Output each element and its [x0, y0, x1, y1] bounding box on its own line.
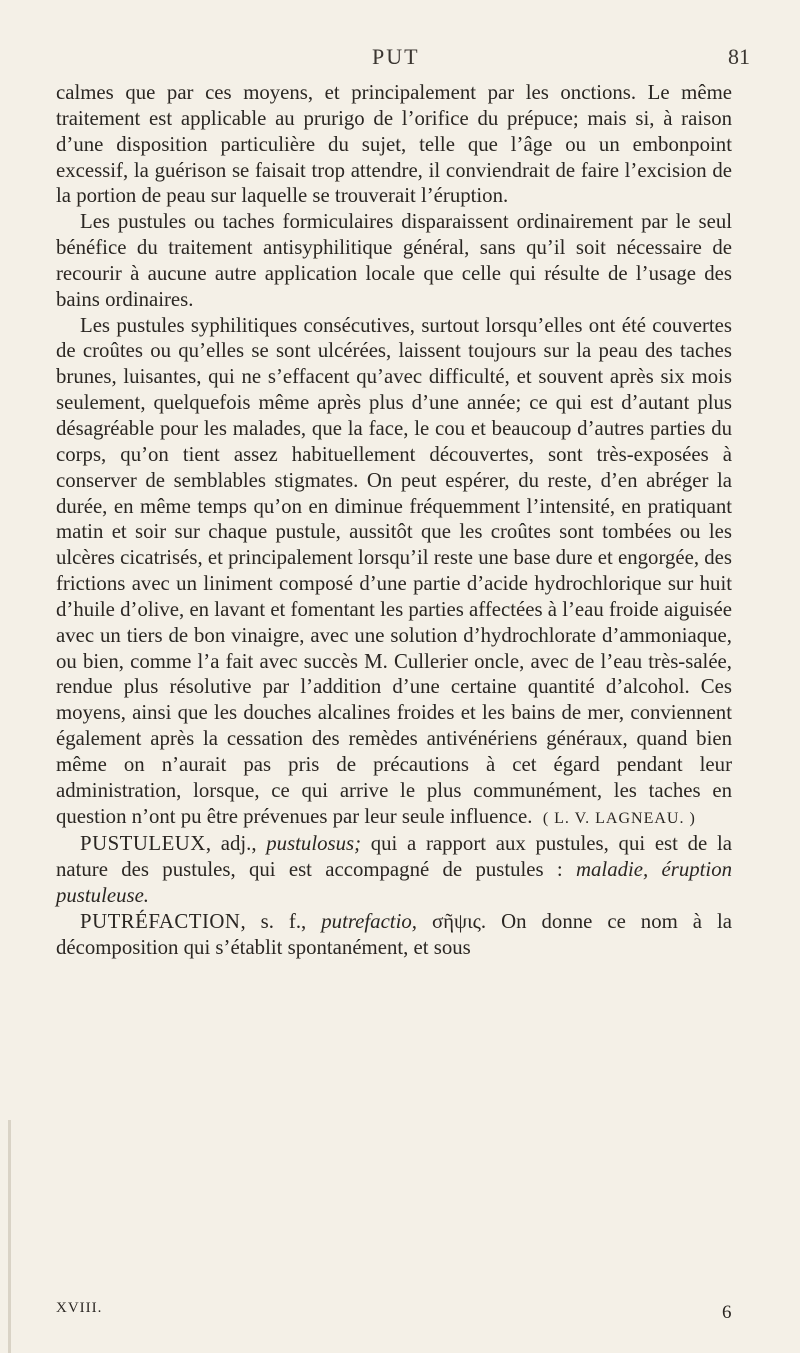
- definition-pustuleux: qui a rapport aux pustules, qui est de la nature des pustules, qui est accompagné de pustules :: [56, 832, 732, 882]
- headword-putrefaction: PUTRÉFACTION: [80, 910, 241, 933]
- paragraph-continued: calmes que par ces moyens, et principalement par les onctions. Le même traitement est applicable au prurigo de l’orifice du prépuce; mais si, à raison d’une disposition particulière du sujet, telle que l’âge ou un embonpoint excessif, la guérison se faisait trop attendre, il conviendrait de faire l’excision de la portion de peau sur laquelle se trouverait l’éruption.: [56, 81, 732, 208]
- definition-putrefaction: On donne ce nom à la décomposition qui s’établit spontanément, et sous: [56, 910, 732, 959]
- running-head-title: PUT: [372, 44, 420, 69]
- author-attribution: ( L. V. LAGNEAU. ): [542, 809, 696, 827]
- volume-mark: XVIII.: [56, 1300, 103, 1316]
- entry-putrefaction: [56, 909, 732, 961]
- page-footer: [0, 1300, 800, 1324]
- paragraph-syphilitic-pustules: [56, 313, 732, 832]
- grammar-pustuleux: , adj.,: [205, 832, 257, 856]
- headword-pustuleux: PUSTULEUX: [80, 832, 206, 856]
- latin-putrefaction: putrefactio,: [321, 910, 417, 933]
- signature-mark: 6: [722, 1302, 732, 1323]
- greek-putrefaction: σῆψις.: [431, 910, 487, 933]
- page-number: 81: [728, 44, 750, 69]
- paragraph-formicular-pustules: Les pustules ou taches formiculaires disparaissent ordinairement par le seul bénéfice du traitement antisyphilitique général, sans qu’il soit nécessaire de recourir à aucune autre application locale que celle qui résulte de l’usage des bains ordinaires.: [56, 210, 732, 311]
- examples-pustuleux: maladie, éruption pustuleuse.: [56, 858, 732, 908]
- grammar-putrefaction: , s. f.,: [240, 910, 307, 933]
- paragraph-syphilitic-pustules-text: Les pustules syphilitiques consécutives, surtout lorsqu’elles ont été couvertes de croûtes ou qu’elles se sont ulcérées, laissent toujours sur la peau des taches brunes, luisantes, qui ne s’effacent qu’avec difficulté, et souvent après six mois seulement, quelquefois même après plus d’une année; ce qui est d’autant plus désagréable pour les malades, que la face, le cou et beaucoup d’autres parties du corps, qu’on tient assez habituellement découvertes, sont très-exposées à conserver de semblables stigmates. On peut espérer, du reste, d’en abréger la durée, en même temps qu’on en diminue fréquemment l’intensité, en pratiquant matin et soir sur chaque pustule, aussitôt que les croûtes sont tombées ou les ulcères cicatrisés, et principalement lorsqu’il reste une base dure et engorgée, des frictions avec un liniment composé d’une partie d’acide hydrochlorique sur huit d’huile d’olive, en lavant et fomentant les parties affectées à l’eau froide aiguisée avec un tiers de bon vinaigre, avec une solution d’hydrochlorate d’ammoniaque, ou bien, comme l’a fait avec succès M. Cullerier oncle, avec de l’eau très-salée, rendue plus résolutive par l’addition d’une certaine quantité d’alcohol. Ces moyens, ainsi que les douches alcalines froides et les bains de mer, conviennent également après la cessation des remèdes antivénériens généraux, quand bien même on n’aurait pas pris de précautions à cet égard pendant leur administration, lorsque, ce qui arrive le plus communément, les taches en question n’ont pu être prévenues par leur seule influence.: [56, 313, 732, 828]
- running-head: [0, 44, 800, 74]
- page-edge-shadow: [8, 1120, 11, 1353]
- latin-pustuleux: pustulosus;: [266, 832, 362, 856]
- body-text: [56, 80, 732, 961]
- entry-pustuleux: [56, 831, 732, 909]
